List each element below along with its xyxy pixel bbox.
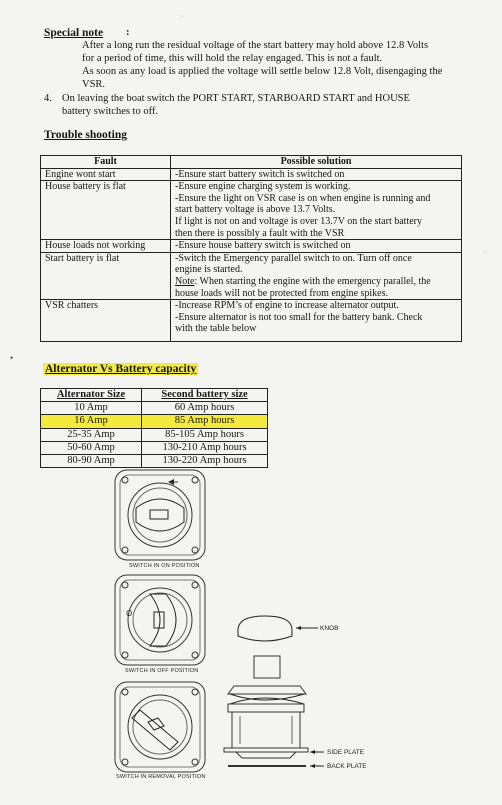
knob-label: KNOB — [320, 625, 339, 632]
special-note-line-3: As soon as any load is applied the voltage will settle below 12.8 Volt, disengaging the — [82, 66, 443, 77]
troubleshooting-header-row — [41, 156, 462, 169]
battery-size-header: Second battery size — [142, 389, 268, 402]
battery-size-cell: 60 Amp hours — [142, 402, 268, 415]
step-4-number: 4. — [44, 93, 52, 104]
solution-line: start battery voltage is above 13.7 Volts. — [175, 204, 336, 216]
table-row — [41, 181, 462, 240]
switch-illustration — [0, 460, 502, 800]
table-row — [41, 300, 462, 342]
alternator-size-cell: 50-60 Amp — [41, 441, 142, 454]
table-row-highlighted — [41, 415, 268, 428]
table-row — [41, 428, 268, 441]
solution-cell — [171, 168, 462, 181]
step-4-line-1: On leaving the boat switch the PORT START, STARBOARD START and HOUSE — [62, 93, 410, 104]
table-row — [41, 240, 462, 253]
solution-line: house loads will not be protected from engine spikes. — [175, 287, 389, 299]
solution-line: -Increase RPM’s of engine to increase alternator output. — [175, 300, 399, 312]
special-note-colon: : — [126, 27, 130, 38]
note-label: Note — [175, 275, 195, 287]
alternator-header-row — [41, 389, 268, 402]
back-plate-label: BACK PLATE — [327, 763, 367, 770]
troubleshooting-heading: Trouble shooting — [44, 129, 127, 141]
special-note-heading-text: Special note — [44, 27, 104, 39]
fault-cell: House loads not working — [41, 240, 171, 253]
table-row — [41, 168, 462, 181]
fault-column-header: Fault — [41, 156, 171, 169]
battery-size-cell: 130-210 Amp hours — [142, 441, 268, 454]
switch-off-illustration — [115, 575, 205, 665]
solution-line: -Ensure house battery switch is switched on — [175, 240, 351, 252]
alternator-size-cell: 10 Amp — [41, 402, 142, 415]
alternator-heading-text: Alternator Vs Battery capacity — [45, 363, 197, 375]
caption-off-position: SWITCH IN OFF POSITION — [125, 668, 199, 674]
alternator-size-header: Alternator Size — [41, 389, 142, 402]
switch-on-illustration — [115, 470, 205, 560]
battery-size-cell: 85 Amp hours — [142, 415, 268, 428]
special-note-line-4: VSR. — [82, 79, 106, 90]
solution-cell — [171, 252, 462, 299]
special-note-heading — [44, 26, 103, 40]
special-note-line-2: for a period of time, this will hold the relay engaged. This is not a fault. — [82, 53, 383, 64]
table-row — [41, 252, 462, 299]
battery-size-cell: 85-105 Amp hours — [142, 428, 268, 441]
alternator-size-cell: 80-90 Amp — [41, 455, 142, 468]
caption-removal-position: SWITCH IN REMOVAL POSITION — [116, 774, 206, 780]
solution-line: -Ensure alternator is not too small for the battery bank. Check — [175, 311, 423, 323]
solution-cell — [171, 240, 462, 253]
battery-switch-diagram — [0, 460, 502, 800]
alternator-size-cell: 16 Amp — [41, 415, 142, 428]
battery-size-cell: 130-220 Amp hours — [142, 455, 268, 468]
solution-line: -Ensure engine charging system is working. — [175, 181, 351, 193]
alternator-size-cell: 25-35 Amp — [41, 428, 142, 441]
fault-cell: House battery is flat — [41, 181, 171, 240]
knob-illustration — [238, 616, 318, 641]
solution-line: engine is started. — [175, 264, 243, 276]
solution-line: then there is possibly a fault with the VSR — [175, 227, 345, 239]
alternator-table — [40, 388, 268, 468]
solution-cell — [171, 181, 462, 240]
solution-line: with the table below — [175, 323, 257, 335]
switch-side-view — [224, 656, 324, 768]
table-row — [41, 441, 268, 454]
switch-removal-illustration — [115, 682, 205, 772]
note-text: : When starting the engine with the emergency parallel, the — [194, 275, 431, 287]
solution-line: -Switch the Emergency parallel switch to on. Turn off once — [175, 252, 412, 264]
fault-cell: VSR chatters — [41, 300, 171, 342]
alternator-heading — [43, 362, 198, 376]
scan-speck: • — [10, 353, 14, 363]
scan-speck: · — [180, 14, 182, 20]
fault-cell: Engine wont start — [41, 168, 171, 181]
solution-column-header: Possible solution — [171, 156, 462, 169]
side-plate-label: SIDE PLATE — [327, 749, 365, 756]
solution-cell — [171, 300, 462, 342]
troubleshooting-table — [40, 155, 462, 342]
solution-line: -Ensure start battery switch is switched on — [175, 168, 345, 180]
table-row — [41, 402, 268, 415]
step-4-line-2: battery switches to off. — [62, 106, 159, 117]
solution-line: -Ensure the light on VSR case is on when engine is running and — [175, 192, 431, 204]
fault-cell: Start battery is flat — [41, 252, 171, 299]
special-note-line-1: After a long run the residual voltage of the start battery may hold above 12.8 Volts — [82, 40, 429, 51]
caption-on-position: SWITCH IN ON POSITION — [129, 563, 200, 569]
solution-line: If light is not on and voltage is over 13.7V on the start battery — [175, 215, 422, 227]
off-marker: O — [126, 609, 133, 618]
solution-note-line — [175, 276, 457, 288]
scan-speck: · — [484, 250, 486, 256]
